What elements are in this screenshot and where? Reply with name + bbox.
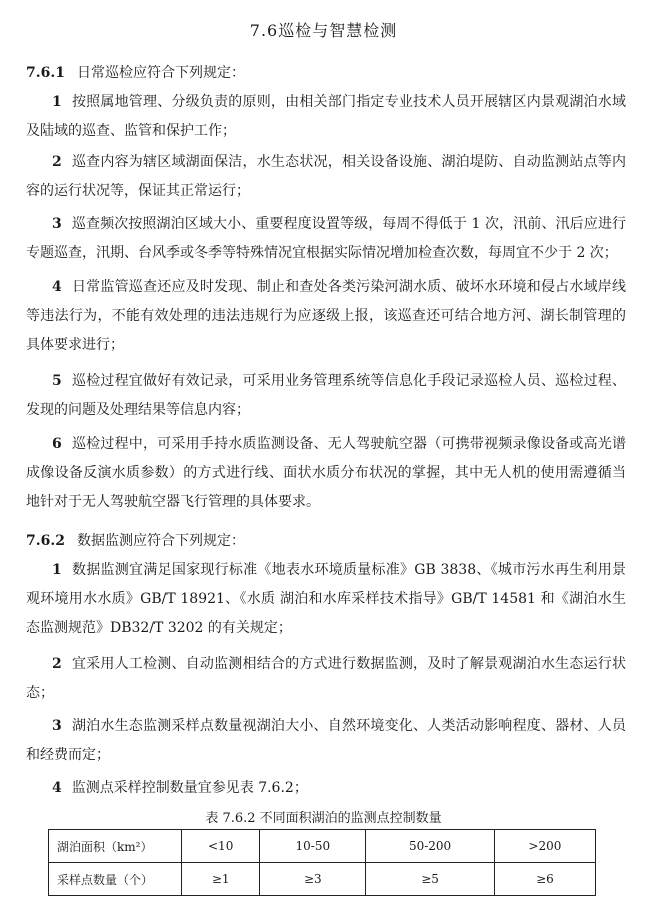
list-item [26,210,626,268]
item-text: 湖泊水生态监测采样点数量视湖泊大小、自然环境变化、人类活动影响程度、器材、人员和经费而定； [26,718,626,763]
table-row [49,863,596,896]
item-number: 3 [52,718,62,734]
table-cell: ≥1 [182,863,260,896]
list-item [26,273,626,360]
list-item [26,367,626,425]
table-row [49,830,596,863]
item-text: 巡检过程宜做好有效记录，可采用业务管理系统等信息化手段记录巡检人员、巡检过程、发现的问题及处理结果等信息内容； [26,373,626,418]
item-text: 巡检过程中，可采用手持水质监测设备、无人驾驶航空器（可携带视频录像设备或高光谱成像设备反演水质参数）的方式进行线、面状水质分布状况的掌握，其中无人机的使用需遵循当地针对于无人驾驶航空器飞行管理的具体要求。 [26,436,626,510]
table-cell: ≥5 [366,863,495,896]
list-item [26,712,626,770]
item-number: 1 [52,94,62,110]
table-cell: 50-200 [366,830,495,863]
table-cell: ≥6 [494,863,595,896]
clause-7-6-1-heading [26,62,245,82]
item-number: 6 [52,436,62,452]
list-item [26,650,626,708]
table-cell: >200 [494,830,595,863]
item-number: 4 [52,279,62,295]
item-text: 巡查内容为辖区域湖面保洁，水生态状况，相关设备设施、湖泊堤防、自动监测站点等内容的运行状况等，保证其正常运行； [26,154,626,199]
item-number: 1 [52,562,62,578]
item-text: 巡查频次按照湖泊区域大小、重要程度设置等级，每周不得低于 1 次，汛前、汛后应进行专题巡查，汛期、台风季或冬季等特殊情况宜根据实际情况增加检查次数，每周宜不少于 2 次； [26,216,626,261]
clause-number: 7.6.2 [26,533,65,549]
item-text: 监测点采样控制数量宜参见表 7.6.2； [71,780,308,796]
clause-7-6-2-heading [26,530,245,550]
row-label: 湖泊面积（km²） [49,830,182,863]
section-title: 7.6巡检与智慧检测 [249,21,398,40]
item-number: 4 [52,780,62,796]
list-item [26,556,626,643]
item-text: 按照属地管理、分级负责的原则，由相关部门指定专业技术人员开展辖区内景观湖泊水域及陆域的巡查、监管和保护工作； [26,94,626,139]
table-cell: <10 [182,830,260,863]
table-cell: 10-50 [260,830,366,863]
clause-heading-text: 日常巡检应符合下列规定： [76,65,245,81]
item-number: 2 [52,154,62,170]
list-item [26,148,626,206]
clause-heading-text: 数据监测应符合下列规定： [76,533,245,549]
list-item [26,430,626,517]
table-cell: ≥3 [260,863,366,896]
clause-number: 7.6.1 [26,65,65,81]
list-item [26,774,626,803]
item-number: 2 [52,656,62,672]
item-text: 日常监管巡查还应及时发现、制止和查处各类污染河湖水质、破坏水环境和侵占水域岸线等违法行为，不能有效处理的违法违规行为应逐级上报，该巡查还可结合地方河、湖长制管理的具体要求进行； [26,279,626,353]
monitoring-points-table [48,829,596,896]
item-text: 数据监测宜满足国家现行标准《地表水环境质量标准》GB 3838、《城市污水再生利用景观环境用水水质》GB/T 18921、《水质 湖泊和水库采样技术指导》GB/T 14581 和《湖泊水生态监测规范》DB32/T 3202 的有关规定； [26,562,626,636]
row-label: 采样点数量（个） [49,863,182,896]
list-item [26,88,626,146]
item-text: 宜采用人工检测、自动监测相结合的方式进行数据监测，及时了解景观湖泊水生态运行状态； [26,656,626,701]
item-number: 5 [52,373,62,389]
table-caption: 表 7.6.2 不同面积湖泊的监测点控制数量 [205,811,442,826]
item-number: 3 [52,216,62,232]
